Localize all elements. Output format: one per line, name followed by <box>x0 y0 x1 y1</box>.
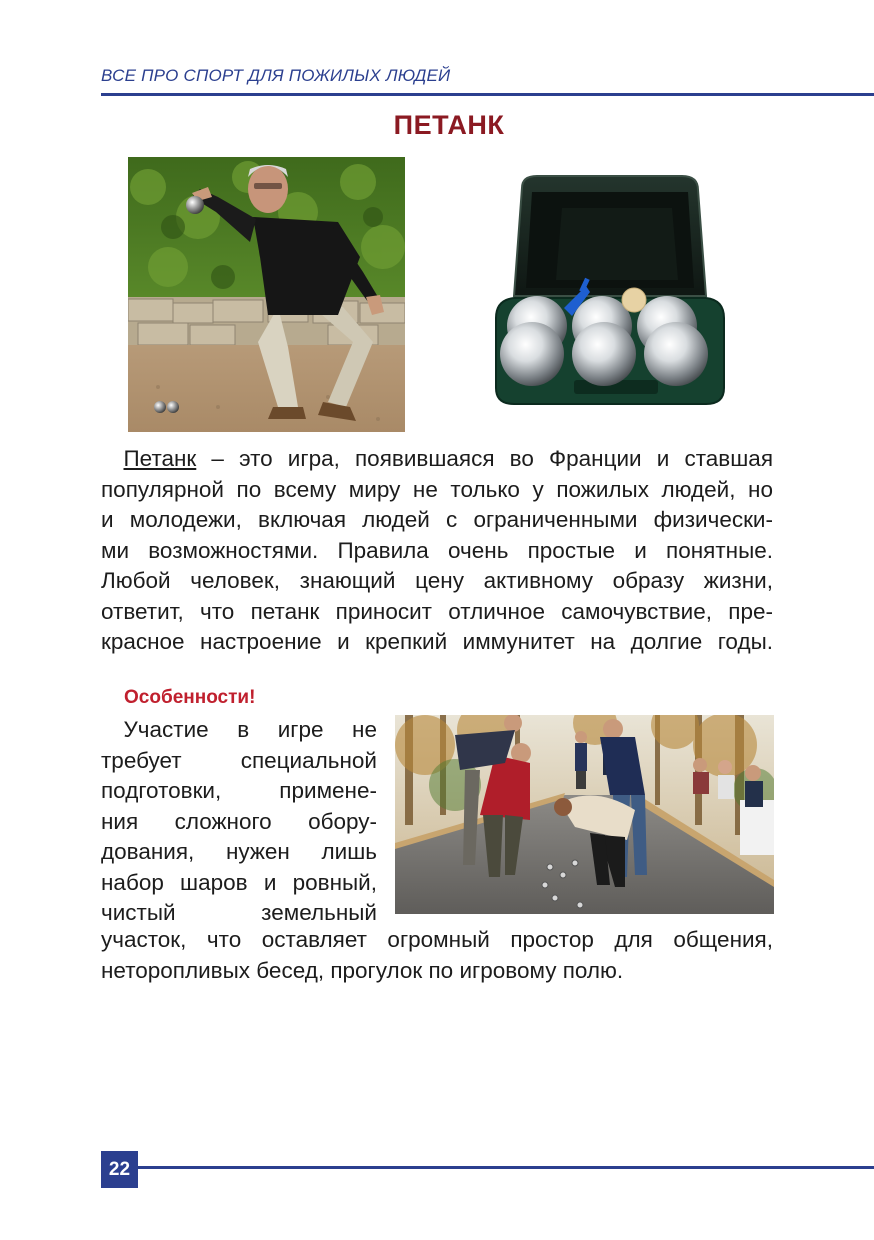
header-rule <box>101 93 874 96</box>
features-line: ния сложного обору- <box>101 808 377 834</box>
features-paragraph <box>101 715 377 929</box>
photo-seniors-playing <box>395 715 774 914</box>
page-number: 22 <box>101 1151 138 1188</box>
page-title: ПЕТАНК <box>393 110 505 140</box>
features-line: неторопливых бесед, прогулок по игровому полю. <box>101 957 624 983</box>
running-header: ВСЕ ПРО СПОРТ ДЛЯ ПОЖИЛЫХ ЛЮДЕЙ <box>101 66 451 85</box>
features-line: дования, нужен лишь <box>101 839 377 864</box>
features-line: подготовки, примене- <box>101 778 377 803</box>
features-heading: Особенности! <box>124 687 256 708</box>
intro-line: Любой человек, знающий цену активному образу жизни, <box>101 568 773 593</box>
intro-paragraph <box>101 444 773 658</box>
photo-petanque-ball-set <box>492 168 728 413</box>
footer-rule <box>138 1166 874 1169</box>
features-line: требует специальной <box>101 747 377 773</box>
features-line <box>101 715 377 746</box>
term-petanque: Петанк <box>123 446 197 471</box>
intro-line: популярной по всему миру не только у пожилых людей, но <box>101 476 773 502</box>
features-paragraph-continued <box>101 925 773 986</box>
intro-line: ми возможностями. Правила очень простые и понятные. <box>101 537 773 563</box>
intro-line-1-text: – это игра, появившаяся во Франции и ставшая <box>196 446 773 471</box>
features-line: чистый земельный <box>101 900 377 925</box>
intro-line: и молодежи, включая людей с ограниченными физически- <box>101 507 773 532</box>
intro-line-1 <box>101 444 773 475</box>
features-line: участок, что оставляет огромный простор для общения, <box>101 927 773 952</box>
features-line-text: Участие в игре не <box>123 717 377 742</box>
photo-man-throwing-boule <box>128 157 405 432</box>
intro-line: ответит, что петанк приносит отличное самочувствие, пре- <box>101 598 773 624</box>
intro-line: красное настроение и крепкий иммунитет на долгие годы. <box>101 629 773 654</box>
features-line: набор шаров и ровный, <box>101 869 377 895</box>
